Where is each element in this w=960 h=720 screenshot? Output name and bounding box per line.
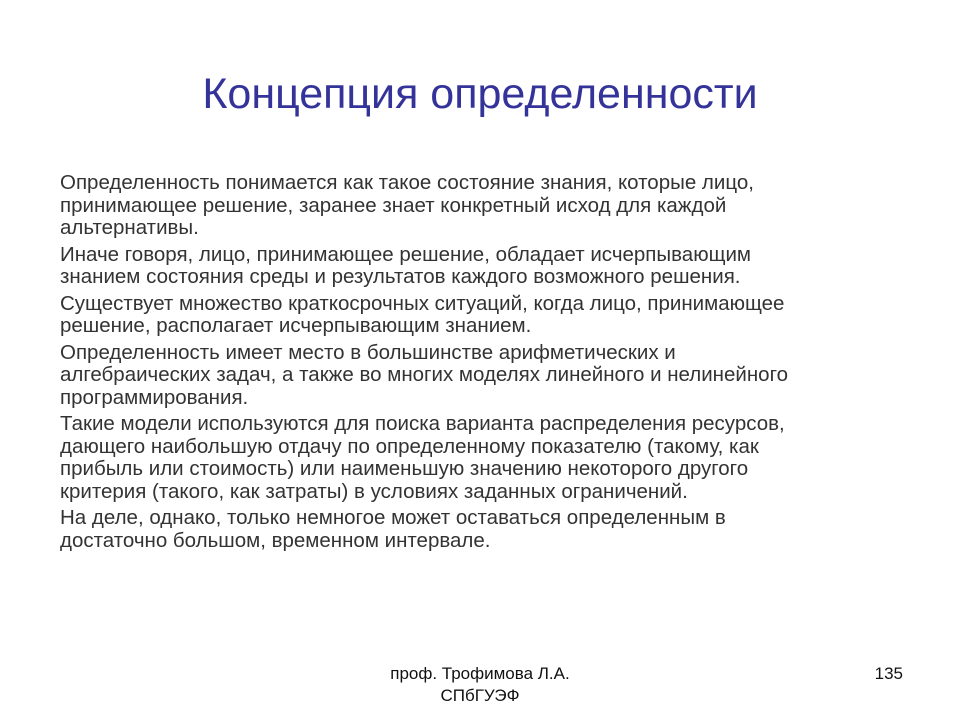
- slide-title: Концепция определенности: [202, 70, 758, 118]
- paragraph-line: достаточно большом, временном интервале.: [60, 528, 491, 552]
- paragraph-line: алгебраических задач, а также во многих моделях линейного и нелинейного: [60, 363, 789, 386]
- paragraph-6: [60, 507, 952, 552]
- paragraph-line: Существует множество краткосрочных ситуаций, когда лицо, принимающее: [60, 291, 785, 315]
- paragraph-line: Определенность имеет место в большинстве арифметических и: [60, 340, 676, 364]
- paragraph-line: критерия (такого, как затраты) в условиях заданных ограничений.: [60, 479, 688, 503]
- paragraph-line: На деле, однако, только немногое может оставаться определенным в: [60, 506, 726, 529]
- paragraph-4: [60, 342, 952, 410]
- paragraph-line: программирования.: [60, 385, 249, 409]
- paragraph-line: решение, располагает исчерпывающим знанием.: [60, 314, 532, 337]
- footer-author-name: проф. Трофимова Л.А.: [390, 664, 570, 683]
- paragraph-line: альтернативы.: [60, 216, 199, 239]
- paragraph-line: дающего наибольшую отдачу по определенному показателю (такому, как: [60, 434, 759, 458]
- paragraph-5: [60, 413, 952, 503]
- paragraph-3: [60, 293, 952, 338]
- paragraph-line: знанием состояния среды и результатов каждого возможного решения.: [60, 265, 741, 288]
- paragraph-line: прибыль или стоимость) или наименьшую значению некоторого другого: [60, 457, 749, 480]
- paragraph-2: [60, 244, 952, 289]
- paragraph-line: принимающее решение, заранее знает конкретный исход для каждой: [60, 193, 727, 217]
- footer-institution: СПбГУЭФ: [440, 686, 520, 705]
- paragraph-line: Такие модели используются для поиска варианта распределения ресурсов,: [60, 412, 785, 435]
- slide-body: [60, 172, 952, 556]
- footer-author: [0, 663, 960, 707]
- paragraph-line: Иначе говоря, лицо, принимающее решение, обладает исчерпывающим: [60, 242, 751, 266]
- page-number: 135: [874, 664, 903, 683]
- paragraph-1: [60, 172, 952, 240]
- paragraph-line: Определенность понимается как такое состояние знания, которые лицо,: [60, 171, 754, 194]
